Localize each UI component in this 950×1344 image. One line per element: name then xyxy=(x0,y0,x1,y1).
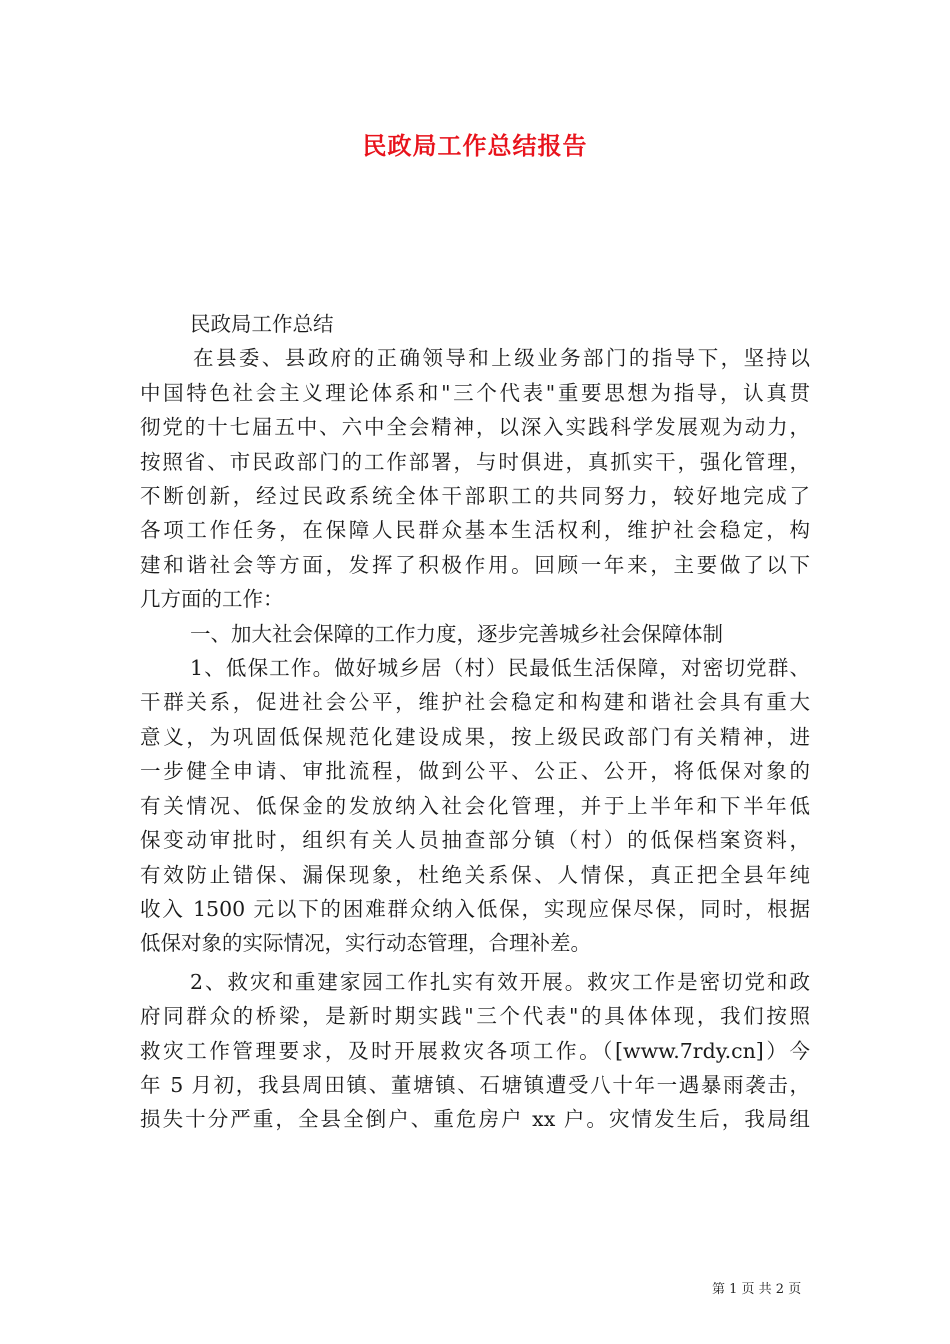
paragraph-disaster-relief xyxy=(140,965,810,1137)
paragraph-line: 不断创新，经过民政系统全体干部职工的共同努力，较好地完成了 xyxy=(140,484,810,509)
paragraph-line: 各项工作任务，在保障人民群众基本生活权利，维护社会稳定，构 xyxy=(140,518,810,543)
paragraph-line: 保变动审批时，组织有关人员抽查部分镇（村）的低保档案资料， xyxy=(140,828,810,853)
paragraph-line: 损失十分严重，全县全倒户、重危房户 xx 户。灾情发生后，我局组 xyxy=(140,1107,810,1132)
paragraph-line: 按照省、市民政部门的工作部署，与时俱进，真抓实干，强化管理， xyxy=(140,449,810,474)
paragraph-line: 有关情况、低保金的发放纳入社会化管理，并于上半年和下半年低 xyxy=(140,793,810,818)
section-heading-1 xyxy=(140,617,810,651)
section-heading-line: 一、加大社会保障的工作力度，逐步完善城乡社会保障体制 xyxy=(190,621,723,646)
paragraph-line: 一步健全申请、审批流程，做到公平、公正、公开，将低保对象的 xyxy=(140,759,810,784)
paragraph-line: 彻党的十七届五中、六中全会精神，以深入实践科学发展观为动力， xyxy=(140,415,810,440)
paragraph-line: 救灾工作管理要求，及时开展救灾各项工作。（[www.7rdy.cn]）今 xyxy=(140,1038,810,1063)
paragraph-low-income xyxy=(140,651,810,961)
paragraph-line: 在县委、县政府的正确领导和上级业务部门的指导下，坚持以 xyxy=(193,346,810,371)
paragraph-line: 干群关系，促进社会公平，维护社会稳定和构建和谐社会具有重大 xyxy=(140,690,810,715)
paragraph-line: 建和谐社会等方面，发挥了积极作用。回顾一年来，主要做了以下 xyxy=(140,552,810,577)
paragraph-line: 收入 1500 元以下的困难群众纳入低保，实现应保尽保，同时，根据 xyxy=(140,896,810,921)
section-subtitle: 民政局工作总结 xyxy=(190,312,334,336)
paragraph-line: 1、低保工作。做好城乡居（村）民最低生活保障，对密切党群、 xyxy=(190,656,810,681)
paragraph-line: 2、救灾和重建家园工作扎实有效开展。救灾工作是密切党和政 xyxy=(190,969,810,994)
paragraph-intro xyxy=(140,341,810,616)
document-title: 民政局工作总结报告 xyxy=(362,131,588,160)
paragraph-line: 年 5 月初，我县周田镇、董塘镇、石塘镇遭受八十年一遇暴雨袭击， xyxy=(140,1072,810,1097)
document-body xyxy=(140,307,810,1137)
paragraph-line: 低保对象的实际情况，实行动态管理，合理补差。 xyxy=(140,931,591,956)
paragraph-line: 府同群众的桥梁，是新时期实践"三个代表"的具体体现，我们按照 xyxy=(140,1004,810,1029)
paragraph-line: 有效防止错保、漏保现象，杜绝关系保、人情保，真正把全县年纯 xyxy=(140,862,810,887)
paragraph-line: 几方面的工作： xyxy=(140,587,284,612)
page-number: 第 1 页 共 2 页 xyxy=(712,1282,802,1297)
paragraph-line: 中国特色社会主义理论体系和"三个代表"重要思想为指导，认真贯 xyxy=(140,380,810,405)
paragraph-line: 意义，为巩固低保规范化建设成果，按上级民政部门有关精神，进 xyxy=(140,724,810,749)
